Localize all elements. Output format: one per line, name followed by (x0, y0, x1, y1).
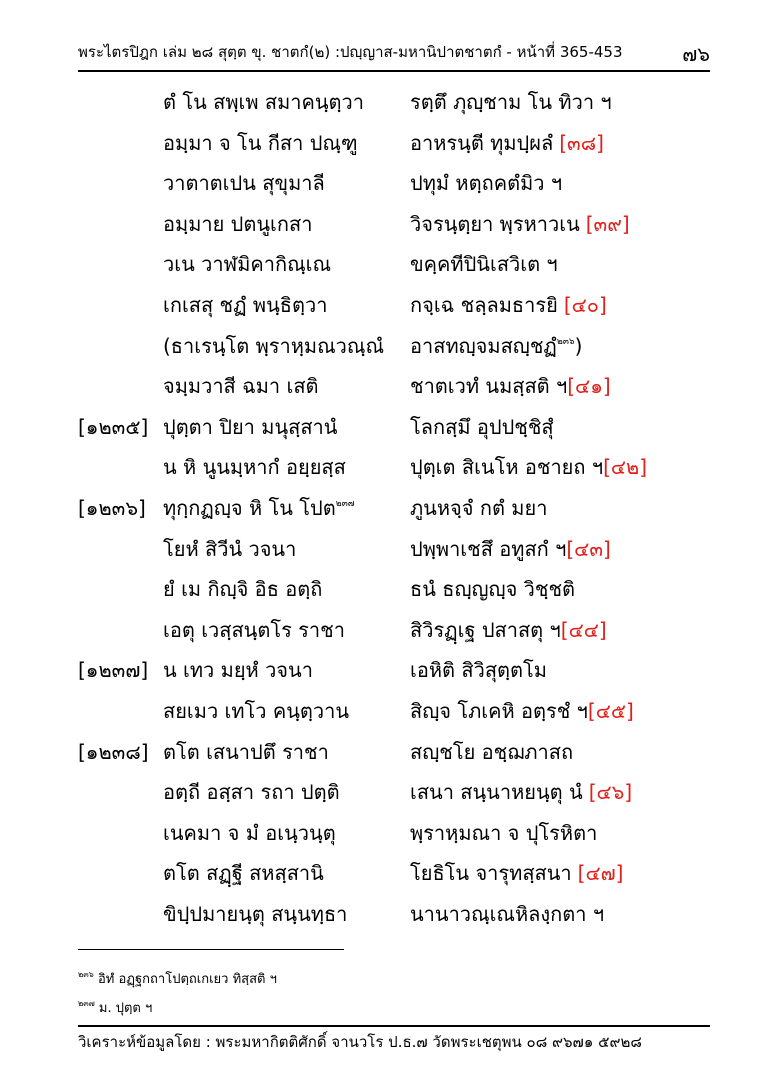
verse-line-b-text: ภูนหจฺจํ กตํ มยา (410, 496, 548, 520)
verse-row (0, 447, 770, 487)
verse-line-b (410, 204, 630, 244)
verse-line-a (163, 569, 322, 609)
verse-number: [๑๒๓๗] (78, 658, 149, 683)
verse-row (0, 366, 770, 406)
page-number: ๗๖ (682, 42, 710, 66)
stanza-number: [๓๘] (559, 130, 604, 155)
verse-line-b-text: สญฺชโย อชฺฌภาสถ (410, 739, 574, 764)
footnote-ref: ๒๓๗ (335, 499, 355, 509)
verse-row (0, 732, 770, 772)
verse-line-b-text: พฺราหฺมณา จ ปุโรหิตา (410, 820, 598, 845)
verse-row (0, 204, 770, 244)
verse-line-b-text: วิจรนฺตฺยา พฺรหาวเน (410, 211, 580, 236)
verse-line-b-text: ธนํ ธญฺญญฺจ วิชฺชติ (410, 577, 576, 602)
verse-row (0, 813, 770, 853)
verse-line-b (410, 569, 575, 609)
verse-line-b-text: ปุตฺเต สิเนโห อชายถ ฯ (410, 455, 604, 480)
verse-line-a-text: (ธาเรนฺโต พฺราหฺมณวณฺณํ (163, 333, 384, 358)
stanza-number: [๔๐] (563, 293, 607, 317)
page-footer: วิเคราะห์ข้อมูลโดย : พระมหากิตติศักดิ์ จานวโร ป.ธ.๗ วัดพระเชตุพน ๐๘ ๙๖๗๑ ๕๙๒๘ (78, 1033, 642, 1051)
verse-line-a-text: ขิปฺปมายนฺตุ สนฺนทฺธา (163, 902, 348, 926)
verse-line-a (163, 204, 312, 244)
verse-line-a (163, 407, 337, 447)
verse-line-b (410, 447, 647, 487)
verse-row (0, 123, 770, 163)
verse-row (0, 894, 770, 934)
verse-line-a-text: วาตาตเปน สุขุมาลี (163, 171, 325, 196)
verse-row (0, 529, 770, 569)
verse-line-b (410, 772, 632, 812)
verse-line-b-text: โยธิโน จารุทสฺสนา (410, 861, 572, 886)
verse-line-a-text: อตฺถี อสฺสา รถา ปตฺติ (163, 780, 340, 805)
verse-line-a-text: ทุกฺกฏญฺจ หิ โน โปต (163, 496, 336, 520)
verse-row (0, 853, 770, 893)
verse-line-a-text: อมฺมา จ โน กีสา ปณฺฑู (163, 130, 358, 155)
footnote-236 (78, 968, 277, 989)
stanza-number: [๔๔] (560, 617, 607, 642)
verse-line-a (163, 82, 364, 122)
verse-line-b (410, 244, 558, 284)
verse-line-a-text: เนคมา จ มํ อเนฺวนฺตุ (163, 820, 336, 845)
verse-line-a-text: ตโต สฏฺฐี สหสฺสานิ (163, 861, 324, 886)
verse-line-b (410, 529, 611, 569)
verse-line-a-text: จมฺมวาสี ฉมา เสติ (163, 374, 319, 399)
stanza-number: [๔๕] (587, 699, 634, 723)
verse-line-a-text: โยหํ สิวีนํ วจนา (163, 536, 297, 561)
verse-line-a-text: ตโต เสนาปตึ ราชา (163, 739, 329, 764)
verse-line-b-text: ปพฺพาเชสึ อทูสกํ ฯ (410, 536, 567, 561)
verse-line-a (163, 123, 358, 163)
verse-line-a (163, 326, 384, 366)
stanza-number: [๔๑] (567, 374, 611, 399)
verse-row (0, 650, 770, 690)
page-header (78, 40, 710, 64)
verse-line-a-text: น เทว มยฺหํ วจนา (163, 658, 313, 683)
verse-line-b-text: อาหรนฺตี ทุมปฺผลํ (410, 130, 554, 155)
verse-line-b-text: นานาวณฺเณหิลงฺกตา ฯ (410, 902, 605, 926)
verse-line-b-text: ปทุมํ หตฺถคตํมิว ฯ (410, 171, 563, 196)
verse-line-a (163, 772, 340, 812)
verse-line-a (163, 853, 324, 893)
verse-line-a (163, 894, 347, 934)
footnote-rule (78, 949, 344, 950)
verse-line-b (410, 163, 562, 203)
verse-row (0, 163, 770, 203)
verse-line-b (410, 123, 604, 163)
verse-line-a-text: เอตุ เวสฺสนฺตโร ราชา (163, 617, 345, 642)
verse-row (0, 285, 770, 325)
verse-line-b (410, 488, 547, 528)
verse-line-a-text: เกเสสุ ชฏํ พนฺธิตฺวา (163, 293, 328, 317)
verse-row (0, 407, 770, 447)
verse-line-b (410, 894, 604, 934)
footnote-237 (78, 997, 152, 1018)
verse-line-b-text: เอหิติ สิวิสุตฺตโม (410, 658, 547, 683)
stanza-number: [๔๓] (566, 536, 611, 561)
verse-row (0, 569, 770, 609)
verse-line-b-text: กจฺเฉ ชลฺลมธารยิ (410, 293, 558, 317)
verse-line-a (163, 447, 346, 487)
stanza-number: [๓๙] (585, 211, 630, 236)
verse-line-b-text: รตฺตึ ภุญฺชาม โน ทิวา ฯ (410, 90, 612, 114)
verse-line-a-text: วเน วาฬมิคากิณฺเณ (163, 252, 332, 277)
closing-paren: ) (574, 333, 583, 358)
stanza-number: [๔๖] (588, 780, 633, 805)
header-rule (78, 70, 710, 72)
verse-line-a (163, 691, 349, 731)
verse-line-a (163, 366, 319, 406)
verse-line-b (410, 813, 597, 853)
verse-line-a (163, 163, 325, 203)
verse-line-b-text: ขคฺคทีปินิเสวิเต ฯ (410, 252, 558, 277)
verse-line-b (410, 326, 582, 366)
footnote-number: ๒๓๖ (78, 970, 94, 979)
verse-line-a-text: สยเมว เทโว คนฺตฺวาน (163, 699, 350, 723)
verse-line-a (163, 529, 296, 569)
verse-line-b-text: เสนา สนฺนาหยนฺตุ นํ (410, 780, 583, 805)
verse-row (0, 82, 770, 122)
verse-line-a (163, 610, 345, 650)
footnote-text: ม. ปุตฺต ฯ (98, 1001, 153, 1016)
footer-rule (78, 1025, 710, 1027)
stanza-number: [๔๒] (603, 455, 648, 480)
footnote-text: อิทํ อฏฺฐกถาโปตฺถเกเยว ทิสฺสติ ฯ (97, 972, 277, 987)
verse-line-b (410, 691, 634, 731)
verse-row (0, 772, 770, 812)
header-title: พระไตรปิฎก เล่ม ๒๘ สุตฺต ขุ. ชาตกํ(๒) :ปญฺญาส-มหานิปาตชาตกํ - หน้าที่ 365-453 (78, 43, 623, 61)
verse-number: [๑๒๓๘] (78, 739, 149, 764)
verse-row (0, 610, 770, 650)
verse-row (0, 326, 770, 366)
verse-line-b (410, 82, 612, 122)
verse-line-a-text: น หิ นูนมฺหากํ อยฺยสฺส (163, 455, 346, 480)
verse-line-b-text: สิญฺจ โภเคหิ อตฺรชํ ฯ (410, 699, 588, 723)
verse-row (0, 691, 770, 731)
verse-line-b-text: ชาตเวทํ นมสฺสติ ฯ (410, 374, 568, 399)
verse-row (0, 244, 770, 284)
verse-number: [๑๒๓๖] (78, 496, 146, 520)
footnote-ref: ๒๓๖ (556, 336, 575, 347)
verse-line-a (163, 285, 327, 325)
verse-line-a-text: ปุตฺตา ปิยา มนุสฺสานํ (163, 414, 338, 439)
verse-line-a-text: ยํ เม กิญฺจิ อิธ อตฺถิ (163, 577, 323, 602)
stanza-number: [๔๗] (577, 861, 624, 886)
verse-line-b-text: โลกสฺมึ อุปปชฺชิสุํ (410, 414, 554, 439)
verse-line-b-text: สิวิรฏฺเฐ ปสาสตุ ฯ (410, 617, 561, 642)
verse-line-b (410, 853, 623, 893)
verse-line-a (163, 650, 313, 690)
verse-line-a (163, 813, 336, 853)
verse-line-b (410, 650, 547, 690)
verse-line-b (410, 610, 607, 650)
verse-line-a-text: ตํ โน สพฺเพ สมาคนฺตฺวา (163, 90, 365, 114)
verse-row (0, 488, 770, 528)
verse-line-b (410, 366, 611, 406)
verse-line-b (410, 407, 554, 447)
verse-line-b (410, 732, 573, 772)
verse-number: [๑๒๓๕] (78, 414, 149, 439)
footnote-number: ๒๓๗ (78, 999, 95, 1008)
verse-line-a (163, 488, 355, 528)
verse-line-a (163, 244, 331, 284)
verse-line-b (410, 285, 607, 325)
verse-line-b-text: อาสทญฺจมสญฺชฏํ (410, 333, 557, 358)
verse-line-a-text: อมฺมาย ปตนูเกสา (163, 211, 313, 236)
verse-line-a (163, 732, 329, 772)
